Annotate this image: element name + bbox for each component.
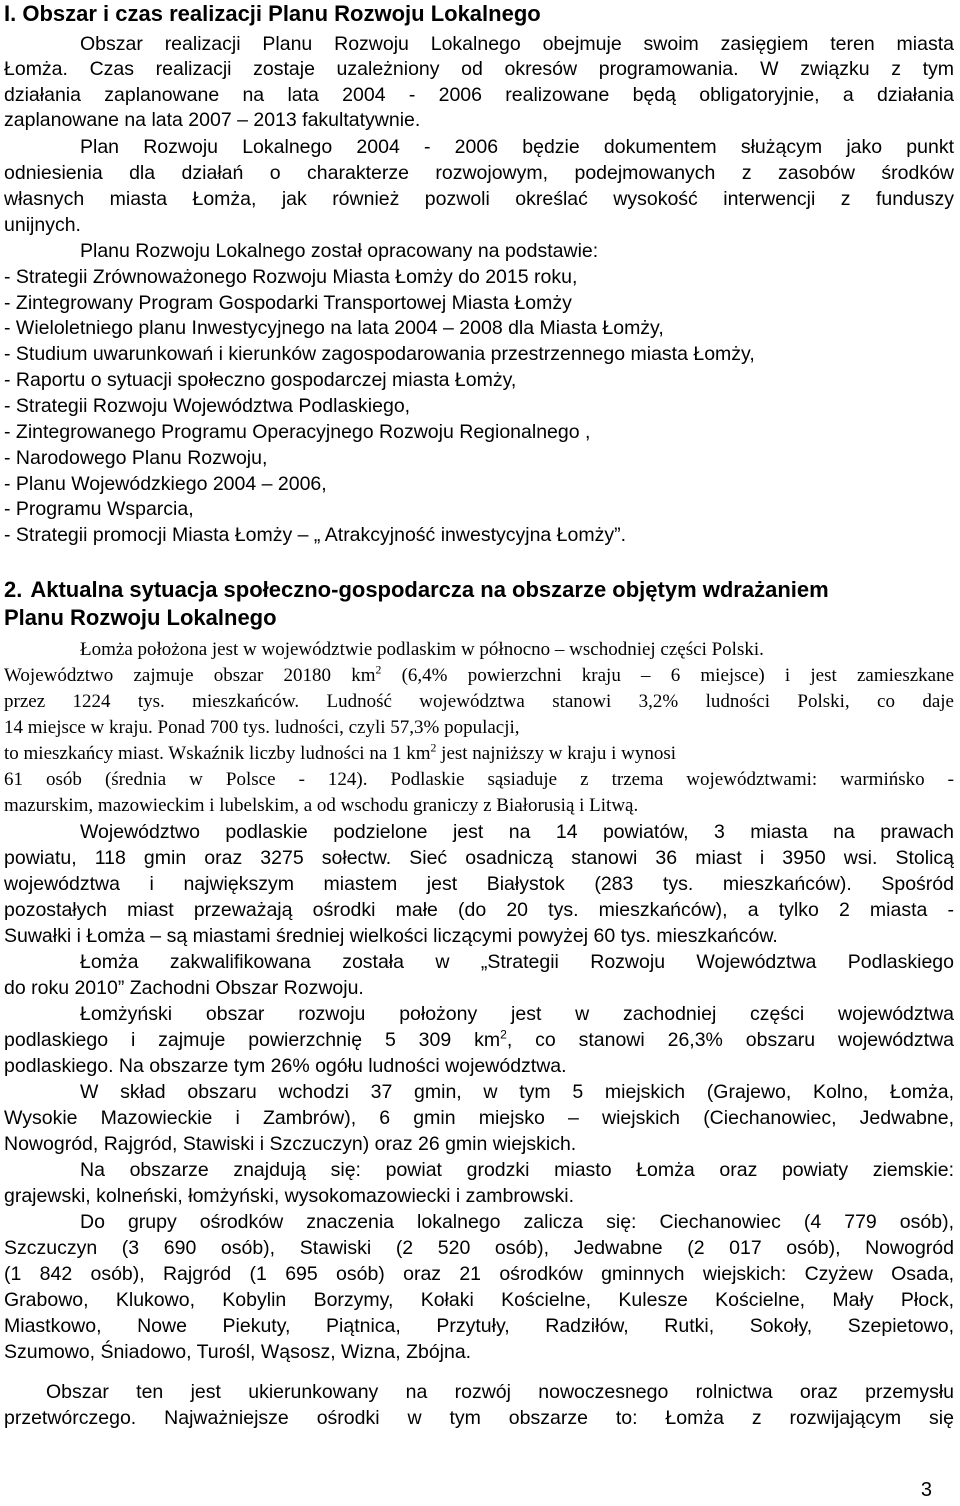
list-item: - Studium uwarunkowań i kierunków zagospodarowania przestrzennego miasta Łomży, — [4, 343, 755, 365]
paragraph-line: odniesienia dla działań o charakterze rozwojowym, podejmowanych z zasobów środków — [4, 162, 954, 184]
paragraph-line: Łomża zakwalifikowana została w „Strategii Rozwoju Województwa Podlaskiego — [80, 951, 954, 973]
paragraph-line: Suwałki i Łomża – są miastami średniej wielkości liczącymi powyżej 60 tys. mieszkańców. — [4, 925, 778, 947]
section-heading: I. Obszar i czas realizacji Planu Rozwoju Lokalnego — [4, 1, 541, 26]
list-item: - Narodowego Planu Rozwoju, — [4, 447, 268, 469]
paragraph-line: Łomża. Czas realizacji zostaje uzależniony od okresów programowania. W związku z tym — [4, 58, 954, 80]
serif-line: 61 osób (średnia w Polsce - 124). Podlaskie sąsiaduje z trzema województwami: warmińsko - — [4, 769, 954, 790]
list-item: - Planu Wojewódzkiego 2004 – 2006, — [4, 473, 327, 495]
serif-line: 14 miejsce w kraju. Ponad 700 tys. ludności, czyli 57,3% populacji, — [4, 717, 520, 738]
paragraph-line: Nowogród, Rajgród, Stawiski i Szczuczyn) oraz 26 gmin wiejskich. — [4, 1133, 577, 1155]
paragraph-line: Łomżyński obszar rozwoju położony jest w zachodniej części województwa — [80, 1003, 954, 1025]
paragraph-line: działania zaplanowane na lata 2004 - 2006 realizowane będą obligatoryjnie, a działania — [4, 84, 954, 106]
section-heading — [4, 574, 829, 605]
paragraph-line: województwa i największym miastem jest Białystok (283 tys. mieszkańców). Spośród — [4, 873, 954, 895]
serif-line: przez 1224 tys. mieszkańców. Ludność województwa stanowi 3,2% ludności Polski, co daje — [4, 691, 954, 712]
paragraph-line: do roku 2010” Zachodni Obszar Rozwoju. — [4, 977, 364, 999]
paragraph-line: Województwo podlaskie podzielone jest na 14 powiatów, 3 miasta na prawach — [80, 821, 954, 843]
section-heading-text: Aktualna sytuacja społeczno-gospodarcza na obszarze objętym wdrażaniem — [30, 577, 829, 602]
serif-line: Łomża położona jest w województwie podlaskim w północno – wschodniej części Polski. — [80, 639, 764, 660]
paragraph-line: Grabowo, Klukowo, Kobylin Borzymy, Kołaki Kościelne, Kulesze Kościelne, Mały Płock, — [4, 1289, 954, 1311]
paragraph-line: pozostałych miast przeważają ośrodki małe (do 20 tys. mieszkańców), a tylko 2 miasta - — [4, 899, 954, 921]
paragraph-line: Plan Rozwoju Lokalnego 2004 - 2006 będzie dokumentem służącym jako punkt — [80, 136, 954, 158]
section-number: 2. — [4, 577, 23, 602]
paragraph-line: Obszar realizacji Planu Rozwoju Lokalnego obejmuje swoim zasięgiem teren miasta — [80, 33, 954, 55]
paragraph-line: Na obszarze znajdują się: powiat grodzki miasto Łomża oraz powiaty ziemskie: — [80, 1159, 954, 1181]
document-page — [4, 0, 954, 1506]
paragraph-line: unijnych. — [4, 214, 81, 236]
page-number: 3 — [920, 1479, 932, 1501]
list-item: - Strategii promocji Miasta Łomży – „ Atrakcyjność inwestycyjna Łomży”. — [4, 524, 627, 546]
paragraph-line: Do grupy ośrodków znaczenia lokalnego zalicza się: Ciechanowiec (4 779 osób), — [80, 1211, 954, 1233]
paragraph-line: własnych miasta Łomża, jak również pozwoli określać wysokość interwencji z funduszy — [4, 188, 954, 210]
list-item: - Raportu o sytuacji społeczno gospodarczej miasta Łomży, — [4, 369, 517, 391]
serif-line: Województwo zajmuje obszar 20180 $km^2$ (6,4% powierzchni kraju – 6 miejsce) i jest zamieszkane — [4, 663, 955, 686]
section-heading-continued: Planu Rozwoju Lokalnego — [4, 605, 277, 630]
paragraph-line: powiatu, 118 gmin oraz 3275 sołectw. Sieć osadniczą stanowi 36 miast i 3950 wsi. Stolicą — [4, 847, 954, 869]
list-item: - Zintegrowany Program Gospodarki Transportowej Miasta Łomży — [4, 292, 572, 314]
paragraph-line: (1 842 osób), Rajgród (1 695 osób) oraz 21 ośrodków gminnych wiejskich: Czyżew Osada, — [4, 1263, 954, 1285]
paragraph-line: podlaskiego i zajmuje powierzchnię 5 309 $km^2$, co stanowi 26,3% obszaru województwa — [4, 1027, 954, 1051]
paragraph-line: grajewski, kolneński, łomżyński, wysokomazowiecki i zambrowski. — [4, 1185, 574, 1207]
list-item: - Strategii Rozwoju Województwa Podlaskiego, — [4, 395, 411, 417]
list-item: - Strategii Zrównoważonego Rozwoju Miasta Łomży do 2015 roku, — [4, 266, 578, 288]
paragraph-line: zaplanowane na lata 2007 – 2013 fakultatywnie. — [4, 109, 421, 131]
paragraph-line: Wysokie Mazowieckie i Zambrów), 6 gmin miejsko – wiejskich (Ciechanowiec, Jedwabne, — [4, 1107, 954, 1129]
serif-line: mazurskim, mazowieckim i lubelskim, a od wschodu graniczy z Białorusią i Litwą. — [4, 795, 639, 816]
list-item: - Wieloletniego planu Inwestycyjnego na lata 2004 – 2008 dla Miasta Łomży, — [4, 317, 664, 339]
list-item: - Programu Wsparcia, — [4, 498, 194, 520]
paragraph-line: W skład obszaru wchodzi 37 gmin, w tym 5 miejskich (Grajewo, Kolno, Łomża, — [80, 1081, 954, 1103]
paragraph-line: podlaskiego. Na obszarze tym 26% ogółu ludności województwa. — [4, 1055, 567, 1077]
paragraph-line: Szczuczyn (3 690 osób), Stawiski (2 520 osób), Jedwabne (2 017 osób), Nowogród — [4, 1237, 954, 1259]
paragraph-line: przetwórczego. Najważniejsze ośrodki w tym obszarze to: Łomża z rozwijającym się — [4, 1407, 954, 1429]
paragraph-line: Miastkowo, Nowe Piekuty, Piątnica, Przytuły, Radziłów, Rutki, Sokoły, Szepietowo, — [4, 1315, 954, 1337]
list-item: - Zintegrowanego Programu Operacyjnego Rozwoju Regionalnego , — [4, 421, 591, 443]
paragraph-line: Obszar ten jest ukierunkowany na rozwój nowoczesnego rolnictwa oraz przemysłu — [46, 1381, 954, 1403]
list-intro: Planu Rozwoju Lokalnego został opracowany na podstawie: — [80, 240, 599, 262]
paragraph-line: Szumowo, Śniadowo, Turośl, Wąsosz, Wizna, Zbójna. — [4, 1341, 472, 1363]
serif-line: to mieszkańcy miast. Wskaźnik liczby ludności na 1 $km^2$ jest najniższy w kraju i wynosi — [4, 741, 676, 764]
